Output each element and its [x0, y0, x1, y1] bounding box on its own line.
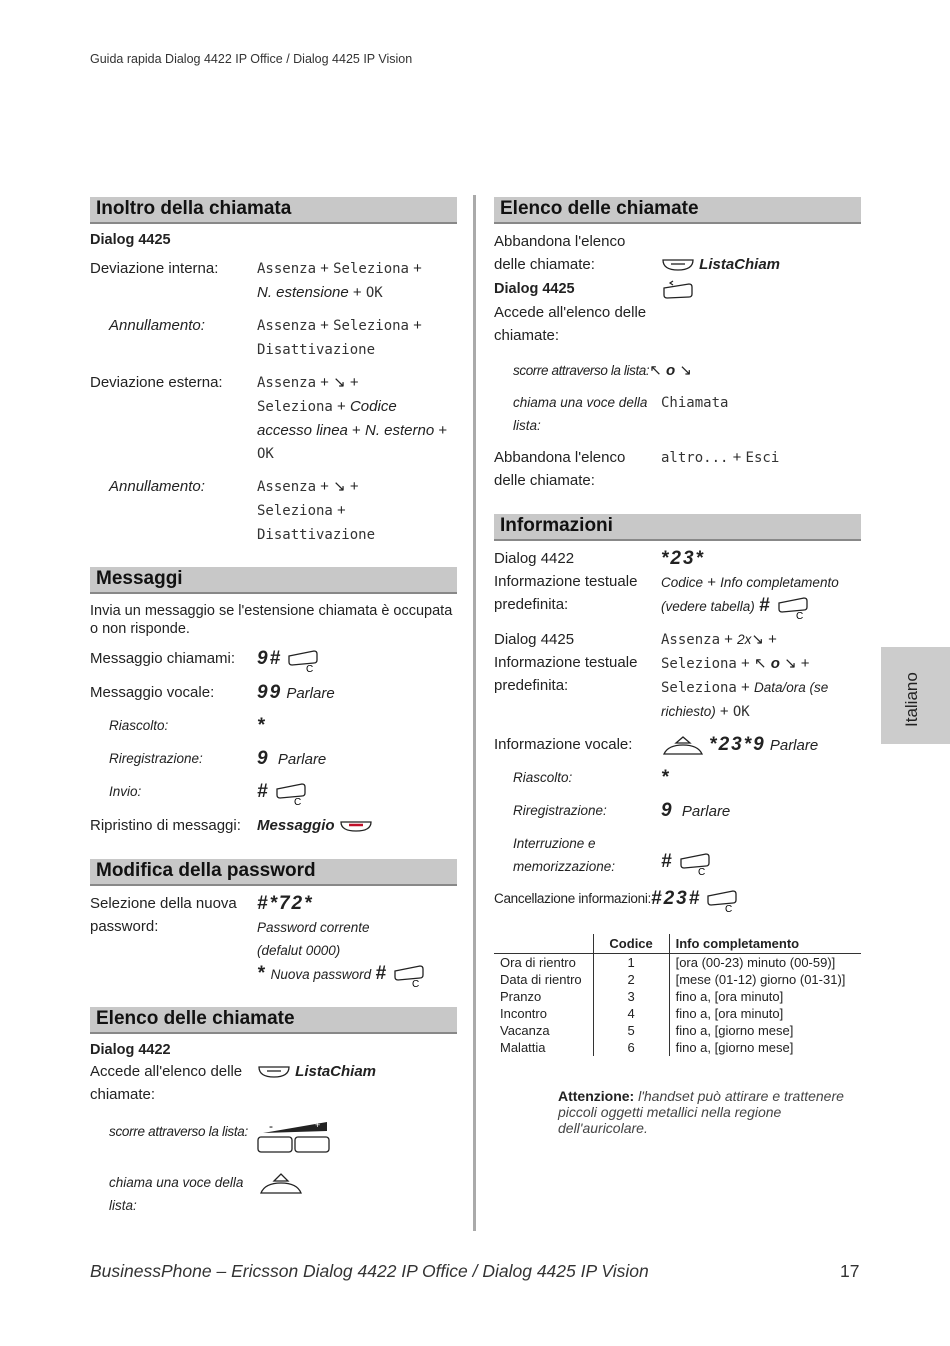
info-codes-table — [494, 934, 861, 1056]
footer-title: BusinessPhone – Ericsson Dialog 4422 IP Office / Dialog 4425 IP Vision — [90, 1261, 649, 1281]
call-list-key-icon — [661, 278, 695, 300]
svg-text:-: - — [269, 1120, 273, 1134]
table-row: Data di rientro 2 [mese (01-12) giorno (01-31)] — [500, 972, 846, 988]
arrow-down-right-icon: ↘ — [751, 631, 764, 649]
table-header: Codice — [593, 934, 669, 954]
svg-text:C: C — [412, 979, 420, 988]
messaggio-chiamami-row: Messaggio chiamami: 9# C — [90, 647, 457, 672]
cancellazione-row: Cancellazione informazioni: #23# C — [494, 887, 861, 912]
arrow-up-left-icon: ↖ — [649, 362, 662, 379]
svg-text:C: C — [725, 904, 733, 913]
arrow-up-left-icon: ↖ — [753, 655, 767, 673]
model-label: Dialog 4422 — [90, 1042, 171, 1059]
softkey-icon — [257, 1064, 291, 1080]
softkey-icon — [661, 257, 695, 273]
volume-keys-icon — [257, 1120, 331, 1154]
ripristino-row: Ripristino di messaggi: Messaggio — [90, 814, 457, 837]
svg-text:C: C — [293, 797, 301, 806]
section-title-password: Modifica della password — [90, 859, 457, 886]
clear-key-icon — [274, 781, 308, 805]
riascolto-info-row: Riascolto: * — [513, 767, 671, 789]
svg-text:C: C — [697, 867, 705, 876]
accede-elenco-4425-row: Dialog 4425 Accede all'elenco delle chiamate: — [494, 278, 861, 347]
off-hook-phone-icon — [661, 735, 705, 757]
accede-elenco-row: Accede all'elenco delle chiamate: ListaChiam — [90, 1063, 377, 1104]
password-row: Selezione della nuova password: #*72* Password corrente (defalut 0000) * Nuova password # C — [90, 892, 457, 987]
svg-text:C: C — [795, 611, 803, 620]
running-header: Guida rapida Dialog 4422 IP Office / Dialog 4425 IP Vision — [90, 52, 413, 66]
clear-key-icon — [776, 595, 810, 619]
messaggio-vocale-row: Messaggio vocale: 99 Parlare — [90, 682, 335, 704]
invio-row: Invio: # C — [90, 780, 457, 805]
scorre-lista-4425-row: scorre attraverso la lista: ↖ o ↘ — [513, 362, 692, 379]
svg-text:C: C — [306, 664, 314, 673]
info-4425-row: Dialog 4425 Informazione testuale predefinita: Assenza + 2x↘ + Seleziona + ↖ o ↘ + Seleziona + Data/ora (se richiesto) + OK — [494, 631, 829, 721]
arrow-down-right-icon: ↘ — [333, 374, 346, 391]
warning-note: Attenzione: l'handset può attirare e trattenere piccoli oggetti metallici nella regione dell'auricolare. — [558, 1088, 844, 1137]
messaggi-intro: Invia un messaggio se l'estensione chiamata è occupata o non risponde. — [90, 603, 453, 637]
riregistrazione-info-row: Riregistrazione: 9 Parlare — [513, 800, 731, 822]
riregistrazione-row: Riregistrazione: 9 Parlare — [109, 748, 327, 770]
right-column — [494, 197, 861, 1136]
clear-key-icon — [286, 648, 320, 672]
table-row: Ora di rientro 1 [ora (00-23) minuto (00-59)] — [500, 955, 836, 971]
interruzione-row: Interruzione e memorizzazione: # C — [494, 832, 861, 878]
clear-key-icon — [392, 963, 426, 987]
arrow-down-right-icon: ↘ — [784, 655, 797, 673]
arrow-down-right-icon: ↘ — [679, 362, 692, 379]
page-number: 17 — [840, 1261, 860, 1281]
table-row: Pranzo 3 fino a, [ora minuto] — [500, 989, 784, 1005]
section-title-informazioni: Informazioni — [494, 514, 861, 541]
abbandona-elenco-row: Abbandona l'elenco delle chiamate: ListaChiam — [494, 233, 781, 273]
left-column — [90, 197, 457, 1217]
annullamento-esterna-row: Annullamento: Assenza + ↘ + Seleziona + Disattivazione — [109, 478, 376, 543]
column-divider — [473, 195, 476, 1231]
clear-key-icon — [705, 888, 739, 912]
info-vocale-row: Informazione vocale: *23*9 Parlare — [494, 733, 861, 757]
deviazione-interna-row: Deviazione interna: Assenza + Seleziona + N. estensione + OK — [90, 260, 422, 301]
chiama-voce-4425-row: chiama una voce della lista: Chiamata — [513, 395, 729, 433]
riascolto-row: Riascolto: * — [109, 715, 267, 737]
annullamento-interna-row: Annullamento: Assenza + Seleziona + Disattivazione — [109, 317, 422, 358]
table-header — [494, 934, 593, 954]
table-row: Vacanza 5 fino a, [giorno mese] — [500, 1023, 794, 1039]
deviazione-esterna-row: Deviazione esterna: Assenza + ↘ + Seleziona + Codice accesso linea + N. esterno + OK — [90, 374, 448, 462]
section-title-inoltro: Inoltro della chiamata — [90, 197, 457, 224]
table-header: Info completamento — [669, 934, 861, 954]
arrow-down-right-icon: ↘ — [333, 478, 346, 495]
section-title-elenco-4422: Elenco delle chiamate — [90, 1007, 457, 1034]
off-hook-phone-icon — [257, 1171, 305, 1197]
table-row: Incontro 4 fino a, [ora minuto] — [500, 1006, 784, 1022]
message-key-icon — [339, 817, 373, 835]
abbandona-elenco-2-row: Abbandona l'elenco delle chiamate: altro... + Esci — [494, 449, 780, 489]
section-title-messaggi: Messaggi — [90, 567, 457, 594]
section-title-elenco-4425: Elenco delle chiamate — [494, 197, 861, 224]
table-row: Malattia 6 fino a, [giorno mese] — [500, 1040, 794, 1056]
chiama-voce-row: chiama una voce della lista: — [90, 1171, 457, 1217]
model-label: Dialog 4425 — [90, 232, 171, 248]
clear-key-icon — [678, 851, 712, 875]
info-4422-row: Dialog 4422 Informazione testuale predefinita: *23* Codice + Info completamento (vedere tabella) # C — [494, 547, 861, 619]
svg-text:+: + — [315, 1120, 321, 1131]
language-tab: Italiano — [881, 647, 950, 744]
scorre-lista-row: scorre attraverso la lista: - + — [90, 1120, 457, 1161]
